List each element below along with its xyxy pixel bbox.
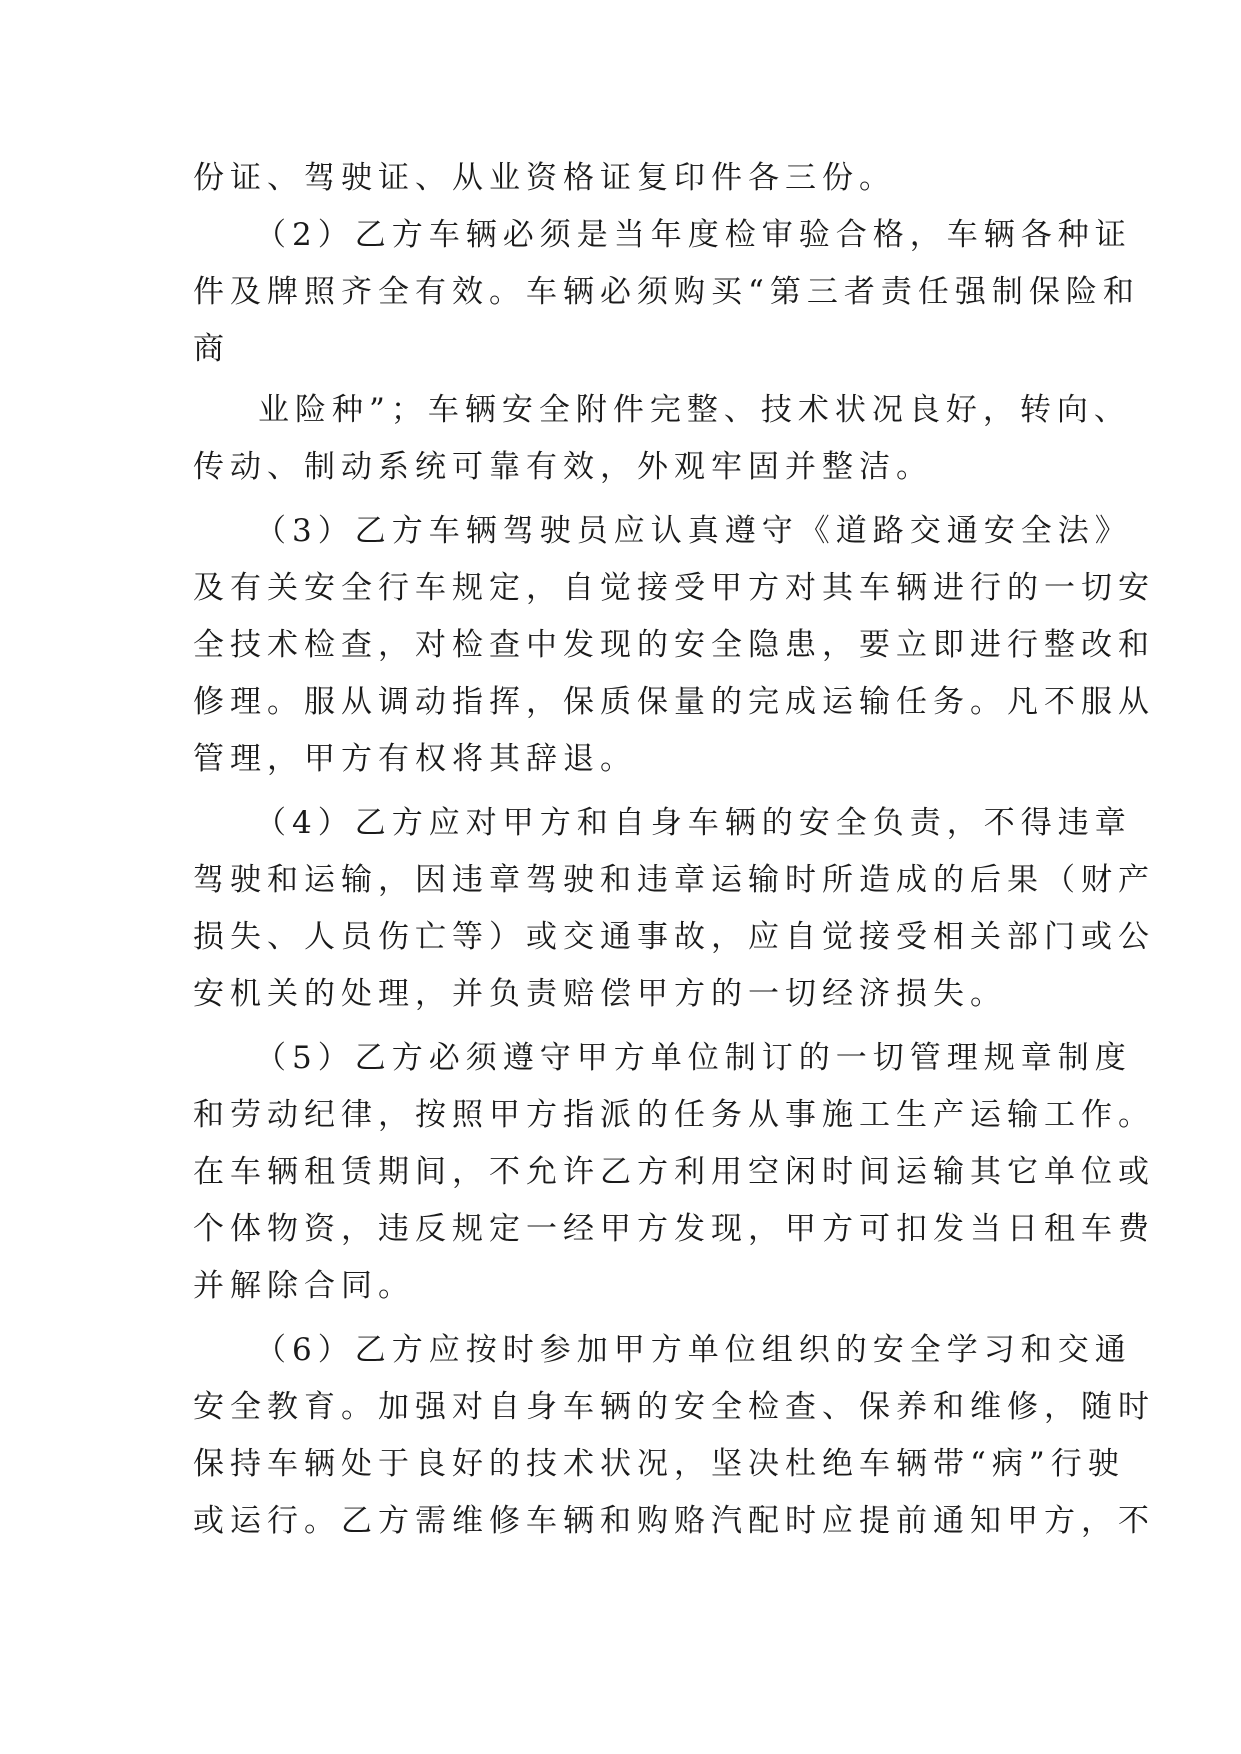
text-line: 驾驶和运输，因违章驾驶和违章运输时所造成的后果（财产 [193, 862, 1155, 898]
text-line: 件及牌照齐全有效。车辆必须购买“第三者责任强制保险和 [193, 274, 1140, 310]
text-line: 损失、人员伤亡等）或交通事故，应自觉接受相关部门或公 [193, 919, 1155, 955]
text-line: （6）乙方应按时参加甲方单位组织的安全学习和交通 [255, 1332, 1132, 1368]
text-line: （5）乙方必须遵守甲方单位制订的一切管理规章制度 [255, 1040, 1132, 1076]
text-line: 安机关的处理，并负责赔偿甲方的一切经济损失。 [193, 976, 1007, 1012]
text-line: （4）乙方应对甲方和自身车辆的安全负责，不得违章 [255, 805, 1132, 841]
text-line: 在车辆租赁期间，不允许乙方利用空闲时间运输其它单位或 [193, 1154, 1155, 1190]
text-line: 管理，甲方有权将其辞退。 [193, 741, 637, 777]
text-line: （3）乙方车辆驾驶员应认真遵守《道路交通安全法》 [255, 513, 1132, 549]
text-line: 传动、制动系统可靠有效，外观牢固并整洁。 [193, 449, 933, 485]
text-line: 商 [193, 331, 230, 367]
text-line: 份证、驾驶证、从业资格证复印件各三份。 [193, 160, 896, 196]
text-line: 安全教育。加强对自身车辆的安全检查、保养和维修，随时 [193, 1389, 1155, 1425]
text-line: （2）乙方车辆必须是当年度检审验合格，车辆各种证 [255, 217, 1132, 253]
text-line: 全技术检查，对检查中发现的安全隐患，要立即进行整改和 [193, 627, 1155, 663]
text-line: 和劳动纪律，按照甲方指派的任务从事施工生产运输工作。 [193, 1097, 1155, 1133]
text-line: 及有关安全行车规定，自觉接受甲方对其车辆进行的一切安 [193, 570, 1155, 606]
text-line: 个体物资，违反规定一经甲方发现，甲方可扣发当日租车费 [193, 1211, 1155, 1247]
text-line: 业险种”；车辆安全附件完整、技术状况良好，转向、 [258, 392, 1131, 428]
text-line: 或运行。乙方需维修车辆和购赂汽配时应提前通知甲方，不 [193, 1503, 1155, 1539]
text-line: 保持车辆处于良好的技术状况，坚决杜绝车辆带“病”行驶 [193, 1446, 1125, 1482]
text-line: 并解除合同。 [193, 1268, 415, 1304]
text-line: 修理。服从调动指挥，保质保量的完成运输任务。凡不服从 [193, 684, 1155, 720]
